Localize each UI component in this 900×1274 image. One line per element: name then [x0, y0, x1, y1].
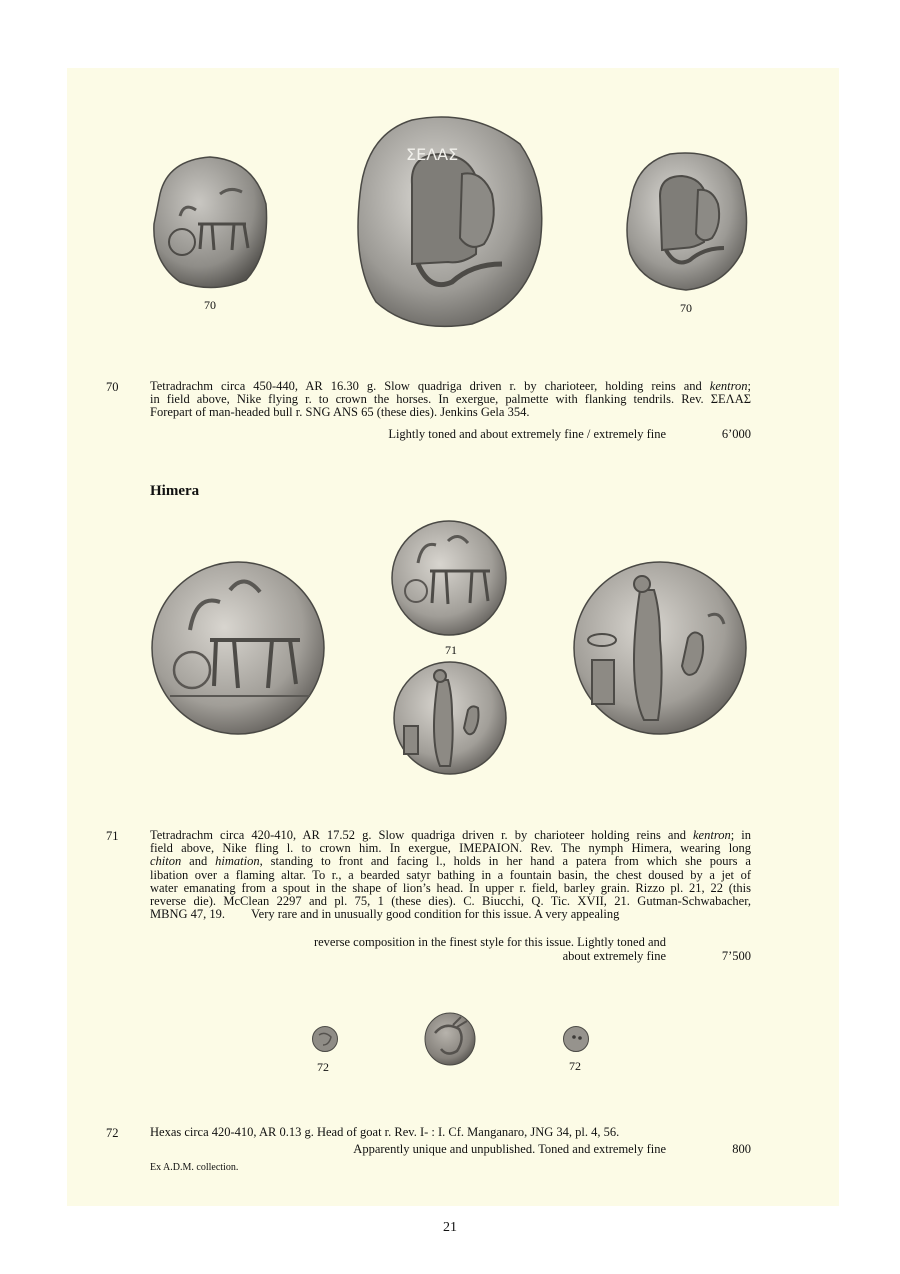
- page-number: 21: [443, 1220, 457, 1235]
- lot-71-price: 7’500: [721, 949, 751, 963]
- coin-70-legend: ΣΕΛΑΣ: [406, 145, 459, 164]
- lot-71-line-6: reverse die). McClean 2297 and pl. 75, 1 (these dies). C. Biucchi, Q. Tic. XVII, 21. Gutman-Schwabacher,: [150, 894, 751, 909]
- coin-71-obverse-large: [150, 560, 330, 736]
- coin-70-reverse-large: [352, 114, 544, 330]
- lot-70-line-3: Forepart of man-headed bull r. SNG ANS 65 (these dies). Jenkins Gela 354.: [150, 405, 530, 420]
- coin-71-obverse-small: [390, 519, 508, 637]
- section-heading: Himera: [150, 483, 200, 499]
- lot-72-grade: Apparently unique and unpublished. Toned and extremely fine: [353, 1142, 666, 1156]
- lot-71-line-1: Tetradrachm circa 420-410, AR 17.52 g. Slow quadriga driven r. by charioteer holding reins and kentron; in: [150, 828, 751, 842]
- coin-70-reverse-small: [624, 150, 750, 292]
- lot-71-description: [150, 829, 751, 921]
- lot-72-price: 800: [732, 1142, 751, 1156]
- lot-71-line-2: field above, Nike fling l. to crown him. In exergue, IMEPAION. Rev. The nymph Himera, wearing long: [150, 841, 751, 856]
- lot-71-line-5: water emanating from a spout in the shape of lion’s head. In upper r. field, barley grain. Rizzo pl. 21, 22 (this: [150, 880, 751, 895]
- lot-number-72: 72: [106, 1126, 119, 1140]
- lot-71-line-7: MBNG 47, 19. Very rare and in unusually good condition for this issue. A very appealing: [150, 907, 620, 922]
- coin-72-reverse-actual: [562, 1025, 590, 1053]
- coin-71-reverse-small: [392, 660, 508, 776]
- coin-label-71: 71: [445, 643, 457, 657]
- lot-number-70: 70: [106, 380, 119, 394]
- lot-70-line-1: Tetradrachm circa 450-440, AR 16.30 g. Slow quadriga driven r. by charioteer, holding reins and kentron;: [150, 379, 751, 393]
- lot-72-description: Hexas circa 420-410, AR 0.13 g. Head of goat r. Rev. I- : I. Cf. Manganaro, JNG 34, pl. 4, 56.: [150, 1125, 620, 1139]
- lot-72-provenance: Ex A.D.M. collection.: [150, 1162, 239, 1173]
- lot-71-line-4: libation over a flaming altar. To r., a bearded satyr bathing in a fountain basin, the chest doused by a jet of: [150, 867, 751, 882]
- coin-label-72b: 72: [569, 1059, 581, 1073]
- lot-71-line-3: chiton and himation, standing to front and facing l., holds in her hand a patera from which she pours a: [150, 854, 751, 869]
- lot-70-grade: Lightly toned and about extremely fine / extremely fine: [388, 427, 666, 441]
- lot-70-line-2: in field above, Nike flying r. to crown the horses. In exergue, palmette with flanking tendrils. Rev. ΣΕΛΑΣ: [150, 392, 751, 407]
- lot-number-71: 71: [106, 829, 119, 843]
- coin-label-70a: 70: [204, 298, 216, 312]
- coin-72-obverse-actual: [311, 1025, 339, 1053]
- coin-72-obverse-enlarged: [423, 1011, 477, 1067]
- coin-71-reverse-large: [572, 560, 750, 736]
- lot-71-grade-line-3: about extremely fine: [562, 949, 666, 963]
- coin-label-70b: 70: [680, 301, 692, 315]
- coin-70-obverse-small: [150, 154, 270, 292]
- coin-label-72a: 72: [317, 1060, 329, 1074]
- lot-71-grade-line-2: reverse composition in the finest style for this issue. Lightly toned and: [313, 935, 666, 949]
- lot-70-price: 6’000: [721, 427, 751, 441]
- lot-70-description: [150, 380, 751, 420]
